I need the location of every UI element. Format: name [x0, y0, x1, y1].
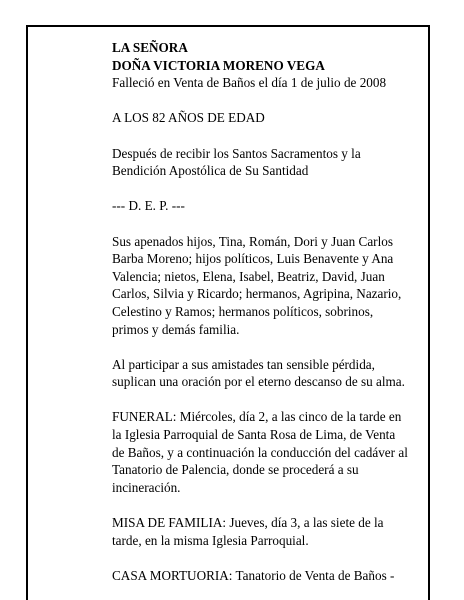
- border-right: [428, 25, 430, 600]
- deceased-name: DOÑA VICTORIA MORENO VEGA: [112, 57, 325, 73]
- paragraph-line: suplican una oración por el eterno descanso de su alma.: [112, 374, 405, 390]
- paragraph-line: FUNERAL: Miércoles, día 2, a las cinco de la tarde en: [112, 409, 402, 425]
- border-left: [26, 25, 28, 600]
- title-line: LA SEÑORA: [112, 40, 188, 55]
- paragraph-line: incineración.: [112, 479, 181, 495]
- paragraph-line: Al participar a sus amistades tan sensible pérdida,: [112, 356, 375, 372]
- paragraph-line: Después de recibir los Santos Sacramentos y la: [112, 145, 361, 161]
- paragraph-line: Tanatorio de Palencia, donde se procederá a su: [112, 462, 359, 478]
- paragraph-line: Carlos, Silvia y Ricardo; hermanos, Agripina, Nazario,: [112, 286, 402, 302]
- paragraph-line: de Baños, y a continuación la conducción del cadáver al: [112, 444, 408, 460]
- paragraph-line: tarde, en la misma Iglesia Parroquial.: [112, 532, 309, 548]
- border-top: [26, 25, 430, 27]
- family-paragraph: [112, 233, 424, 339]
- death-date-line: Falleció en Venta de Baños el día 1 de julio de 2008: [112, 75, 387, 91]
- age-line: A LOS 82 AÑOS DE EDAD: [112, 110, 265, 126]
- funeral-paragraph: [112, 408, 424, 496]
- dep-line: --- D. E. P. ---: [112, 198, 185, 214]
- paragraph-line: Celestino y Ramos; hermanos políticos, sobrinos,: [112, 303, 374, 319]
- paragraph-line: Valencia; nietos, Elena, Isabel, Beatriz, David, Juan: [112, 268, 385, 284]
- paragraph-line: la Iglesia Parroquial de Santa Rosa de Lima, de Venta: [112, 427, 396, 443]
- paragraph-line: Barba Moreno; hijos políticos, Luis Benavente y Ana: [112, 251, 394, 267]
- paragraph-line: Sus apenados hijos, Tina, Román, Dori y Juan Carlos: [112, 233, 393, 249]
- sacraments-paragraph: [112, 145, 424, 180]
- request-paragraph: [112, 356, 424, 391]
- paragraph-line: primos y demás familia.: [112, 321, 240, 337]
- paragraph-line: Bendición Apostólica de Su Santidad: [112, 163, 309, 179]
- mortuary-line: CASA MORTUORIA: Tanatorio de Venta de Baños -: [112, 567, 395, 583]
- family-mass-paragraph: [112, 514, 424, 549]
- paragraph-line: MISA DE FAMILIA: Jueves, día 3, a las siete de la: [112, 515, 384, 531]
- obituary-text: [112, 39, 424, 584]
